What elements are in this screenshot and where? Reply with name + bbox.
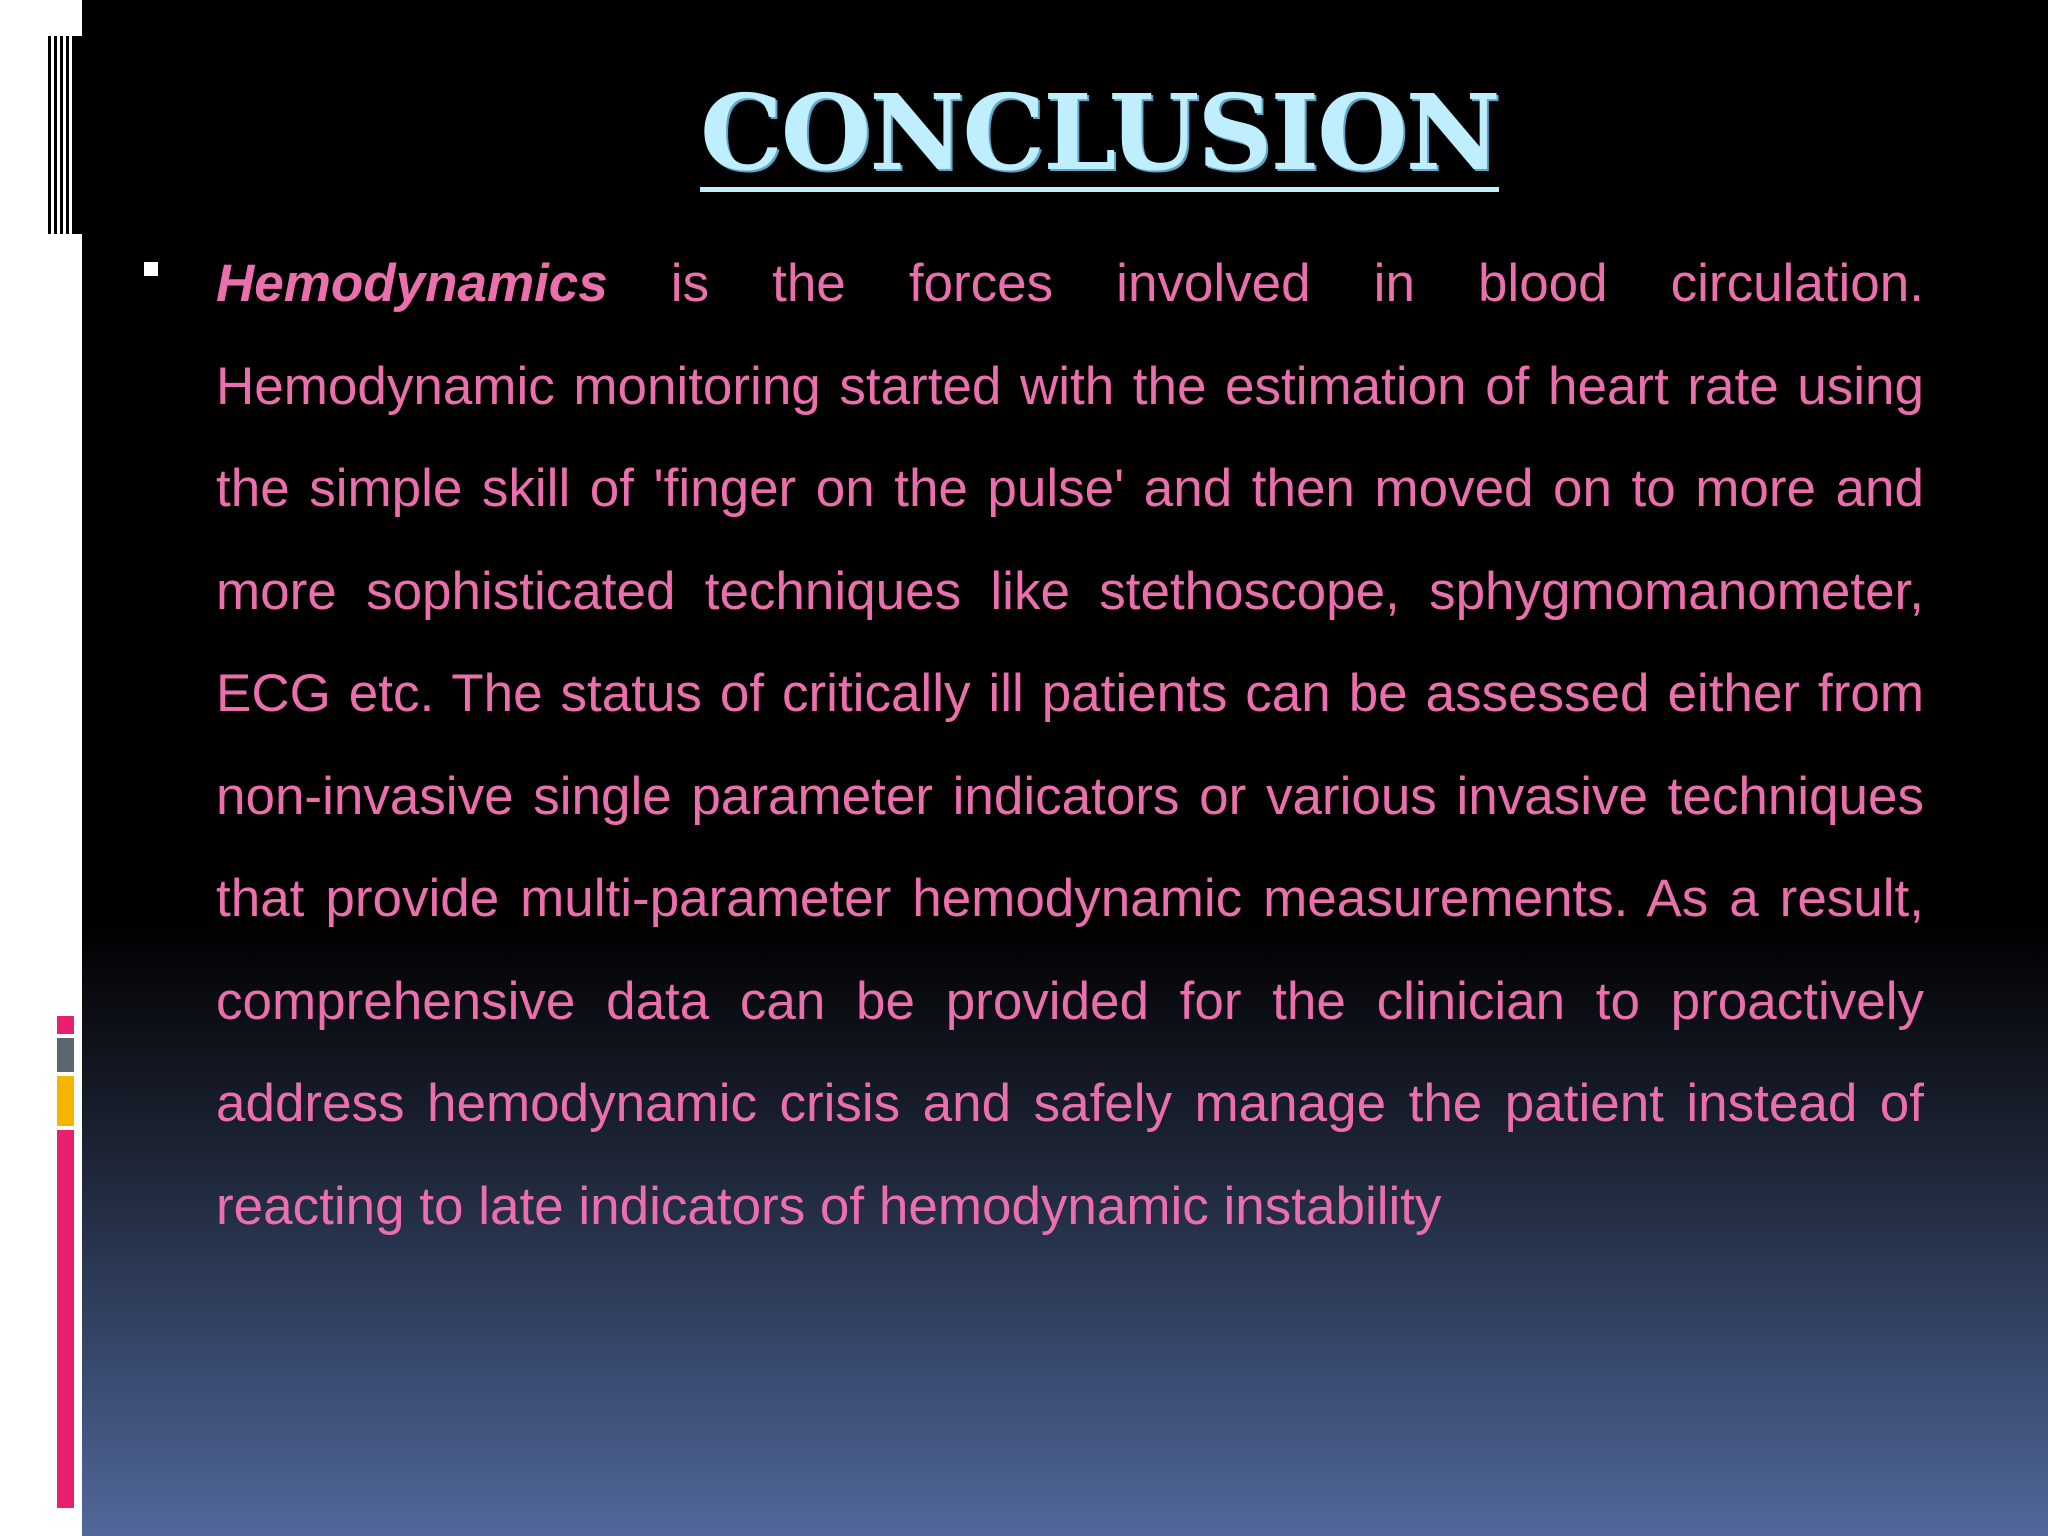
decorative-stripe-edge <box>72 36 82 234</box>
slide-title <box>700 71 1499 194</box>
slide-title-text: CONCLUSION <box>700 71 1499 194</box>
bullet-paragraph <box>216 233 1924 1258</box>
bullet-marker <box>144 262 158 276</box>
accent-bar-yellow <box>57 1076 74 1126</box>
bullet-body: is the forces involved in blood circulation. Hemodynamic monitoring started with the estimation of heart rate using the simple skill of 'finger on the pulse' and then moved on to more and more sophisticated techniques like stethoscope, sphygmomanometer, ECG etc. The status of critically ill patients can be assessed either from non-invasive single parameter indicators or various invasive techniques that provide multi-parameter hemodynamic measurements. As a result, comprehensive data can be provided for the clinician to proactively address hemodynamic crisis and safely manage the patient instead of reacting to late indicators of hemodynamic instability <box>216 254 1924 1236</box>
bullet-term: Hemodynamics <box>216 254 608 313</box>
accent-bar-pink-small <box>57 1016 74 1034</box>
accent-bar-gray <box>57 1038 74 1072</box>
accent-bar-pink-long <box>57 1130 74 1508</box>
